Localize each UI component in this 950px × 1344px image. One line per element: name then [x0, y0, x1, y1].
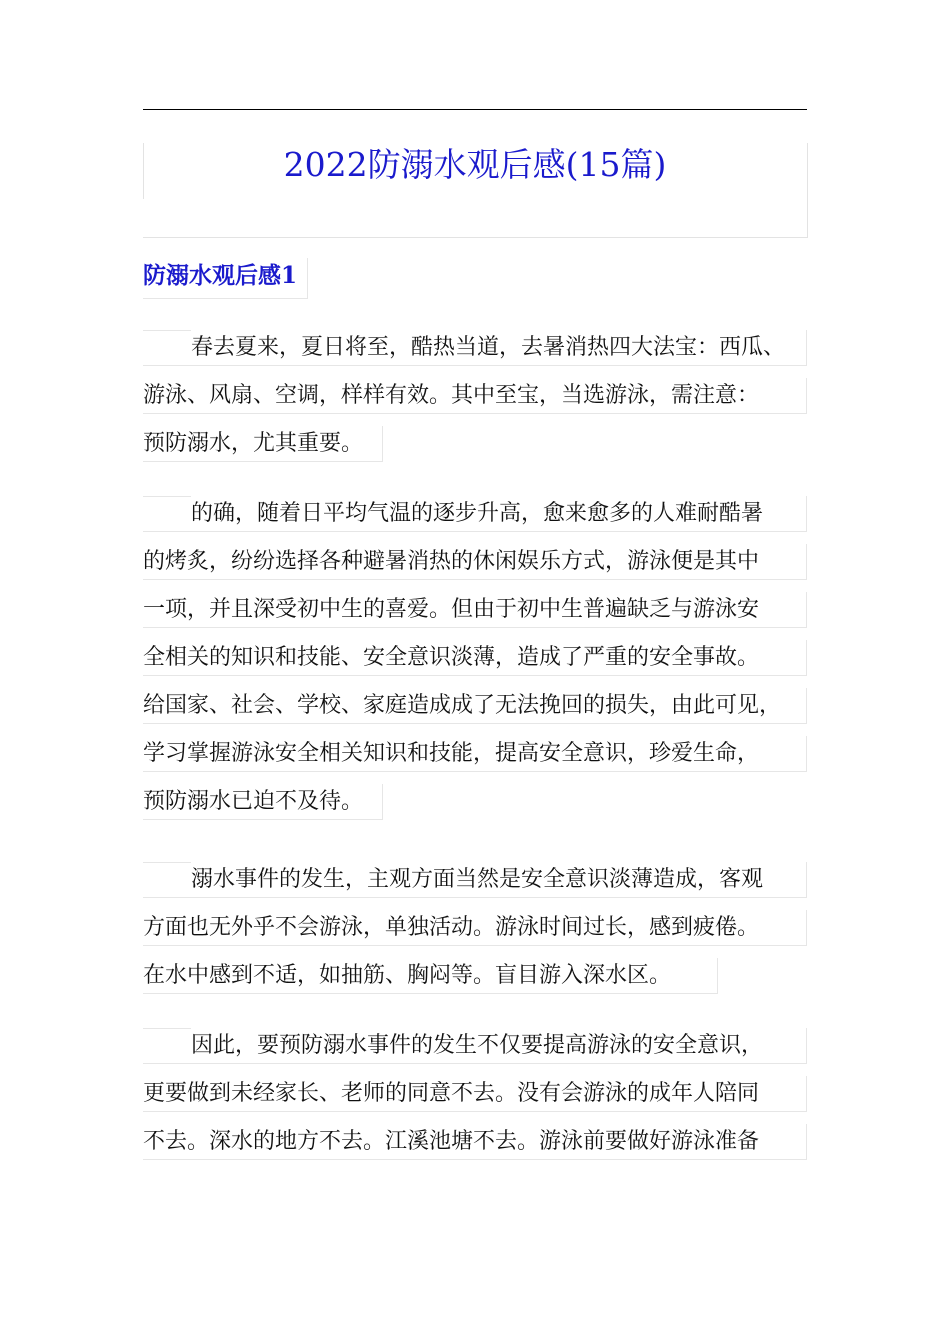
- text-line: 溺水事件的发生，主观方面当然是安全意识淡薄造成，客观: [143, 862, 807, 898]
- text-line: 不去。深水的地方不去。江溪池塘不去。游泳前要做好游泳准备: [143, 1124, 807, 1160]
- text-line: 给国家、社会、学校、家庭造成成了无法挽回的损失，由此可见，: [143, 688, 807, 724]
- document-title: 2022防溺水观后感(15篇): [283, 145, 667, 184]
- text-line: 的烤炙，纷纷选择各种避暑消热的休闲娱乐方式，游泳便是其中: [143, 544, 807, 580]
- text-line: 游泳、风扇、空调，样样有效。其中至宝，当选游泳，需注意：: [143, 378, 807, 414]
- text-line: 方面也无外乎不会游泳，单独活动。游泳时间过长，感到疲倦。: [143, 910, 807, 946]
- header-rule: [143, 109, 807, 110]
- text-line: 更要做到未经家长、老师的同意不去。没有会游泳的成年人陪同: [143, 1076, 807, 1112]
- text-line: 春去夏来，夏日将至，酷热当道，去暑消热四大法宝：西瓜、: [143, 330, 807, 366]
- text-line: 的确，随着日平均气温的逐步升高，愈来愈多的人难耐酷暑: [143, 496, 807, 532]
- text-line: 一项，并且深受初中生的喜爱。但由于初中生普遍缺乏与游泳安: [143, 592, 807, 628]
- text-line: 全相关的知识和技能、安全意识淡薄，造成了严重的安全事故。: [143, 640, 807, 676]
- text-line: 因此，要预防溺水事件的发生不仅要提高游泳的安全意识，: [143, 1028, 807, 1064]
- text-line: 在水中感到不适，如抽筋、胸闷等。盲目游入深水区。: [143, 958, 718, 994]
- text-line: 预防溺水已迫不及待。: [143, 784, 383, 820]
- text-line: 预防溺水，尤其重要。: [143, 426, 383, 462]
- title-frame: [143, 143, 808, 238]
- text-line: 学习掌握游泳安全相关知识和技能，提高安全意识，珍爱生命，: [143, 736, 807, 772]
- section-heading: 防溺水观后感1: [143, 258, 308, 299]
